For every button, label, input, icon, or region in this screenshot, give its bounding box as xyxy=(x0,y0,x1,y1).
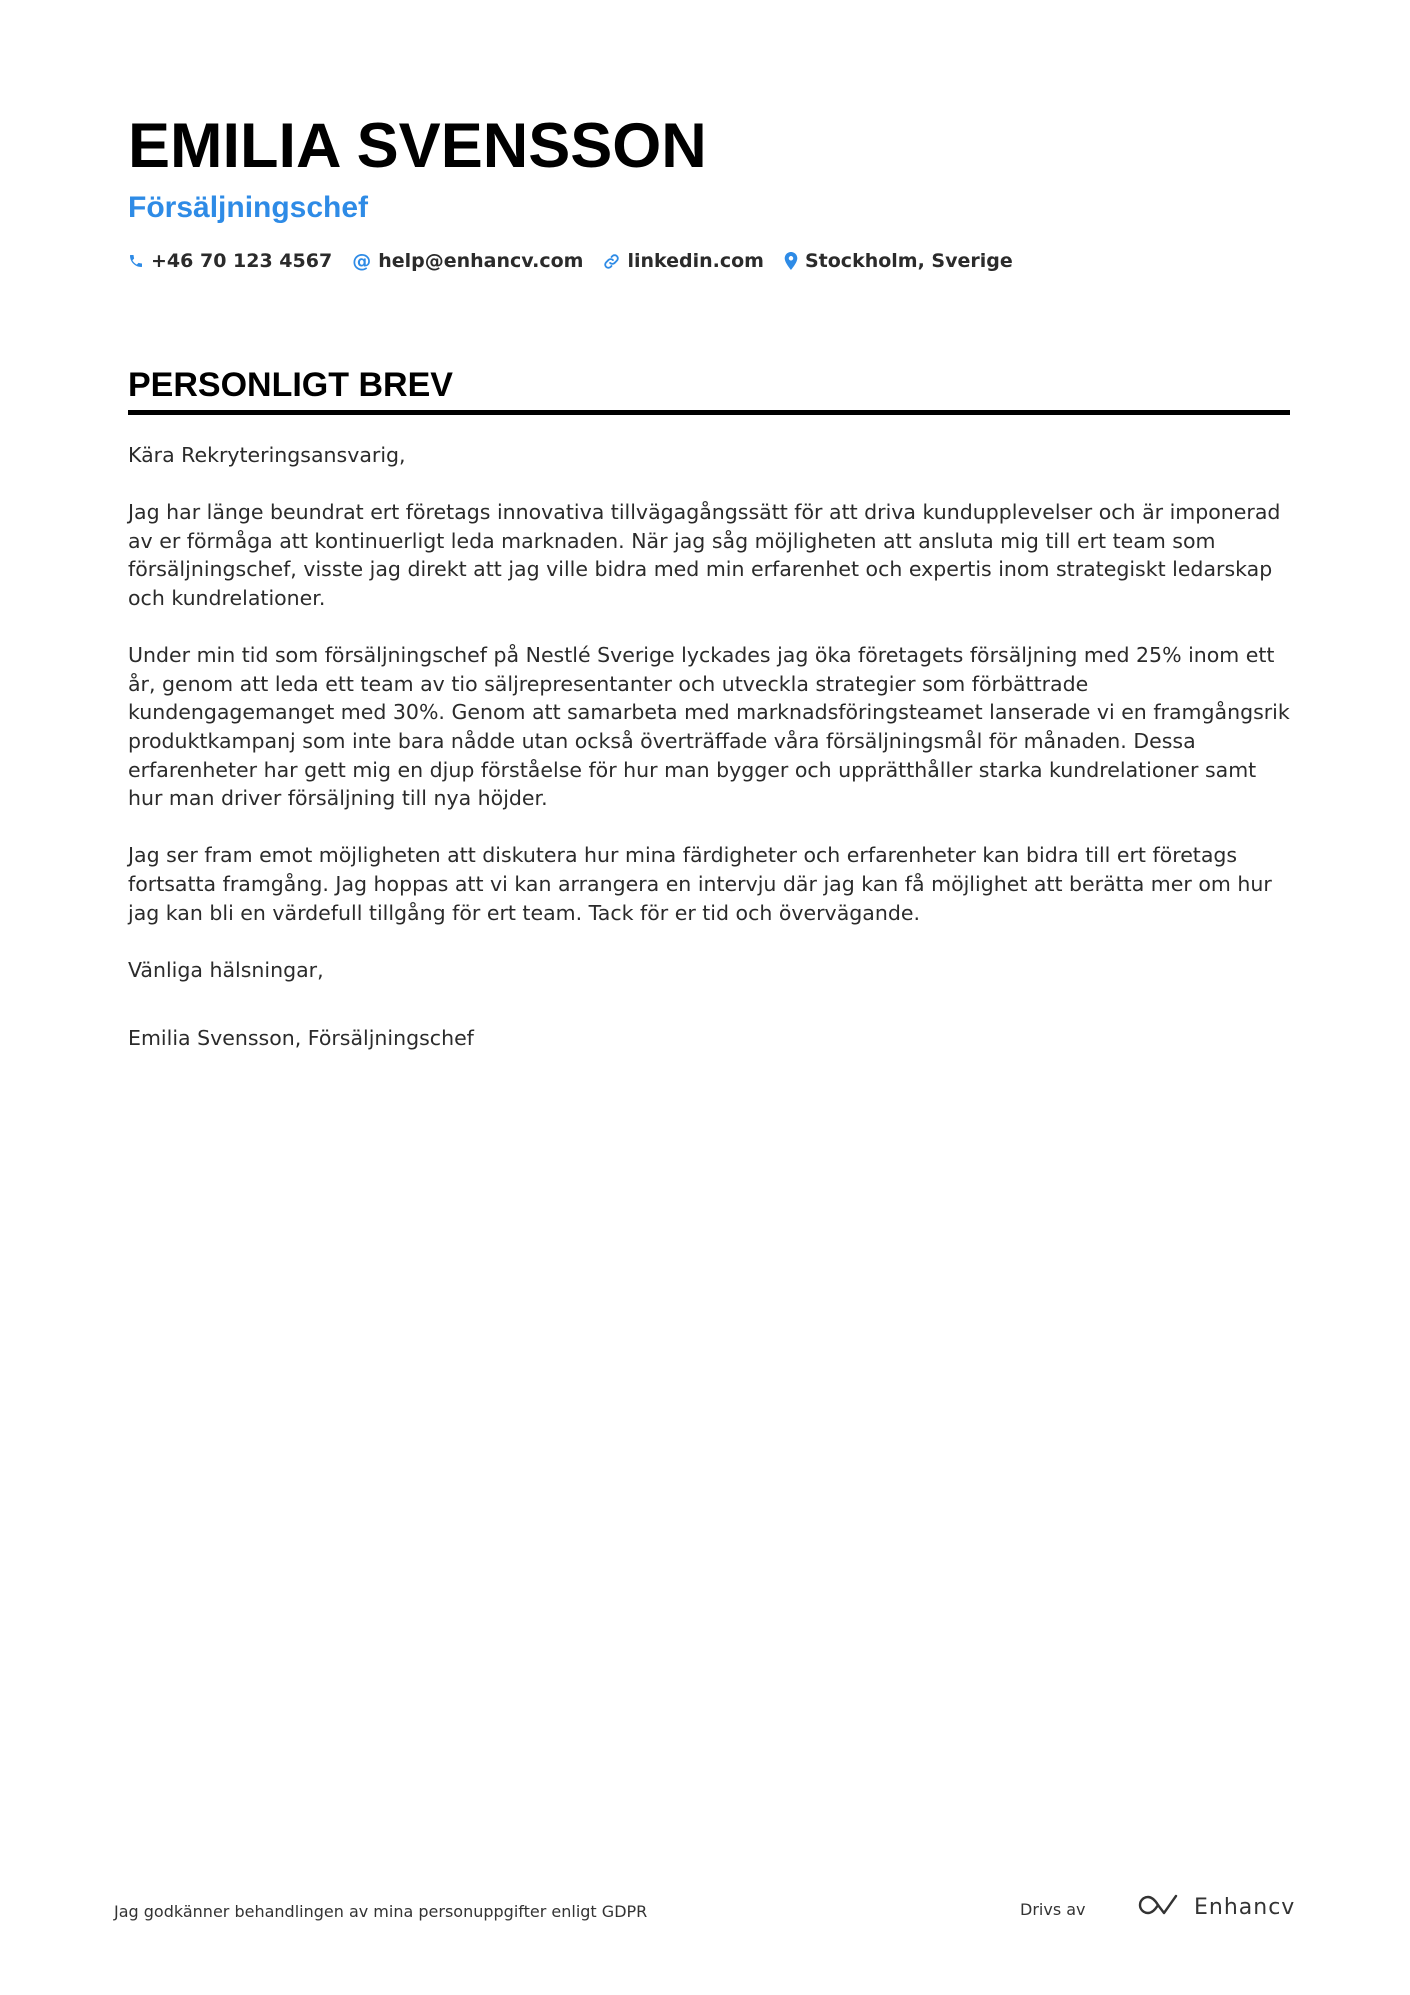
section-divider xyxy=(128,410,1290,415)
contact-email[interactable] xyxy=(352,250,583,272)
job-title: Försäljningschef xyxy=(128,191,369,224)
contact-phone xyxy=(128,250,332,272)
applicant-name: EMILIA SVENSSON xyxy=(128,111,707,181)
section-title: PERSONLIGT BREV xyxy=(128,366,453,404)
letter-paragraph: Jag har länge beundrat ert företags innovativa tillvägagångssätt för att driva kundupplevelser och är imponerad av er förmåga att kontinuerligt leda marknaden. När jag såg möjligheten att ansluta mig till ert team som försäljningschef, visste jag direkt att jag ville bidra med min erfarenhet och expertis inom strategiskt ledarskap och kundrelationer. xyxy=(128,500,1281,610)
letter-closing: Vänliga hälsningar, xyxy=(128,957,324,982)
footer xyxy=(114,1890,1296,1930)
link-icon xyxy=(603,253,620,270)
header xyxy=(128,108,1288,272)
brand-name: Enhancv xyxy=(1194,1895,1296,1920)
powered-by-label: Drivs av xyxy=(1020,1900,1086,1919)
cover-letter-section xyxy=(128,363,1290,1081)
location-pin-icon xyxy=(784,252,798,270)
contact-bar xyxy=(128,250,1288,272)
gdpr-consent: Jag godkänner behandlingen av mina personuppgifter enligt GDPR xyxy=(114,1902,648,1921)
enhancv-logo-icon xyxy=(1138,1892,1184,1923)
phone-icon xyxy=(128,253,144,269)
letter-body xyxy=(128,441,1290,1053)
enhancv-brand[interactable] xyxy=(1138,1892,1295,1923)
phone-number: +46 70 123 4567 xyxy=(151,250,333,272)
letter-greeting: Kära Rekryteringsansvarig, xyxy=(128,443,406,467)
at-icon: @ xyxy=(352,250,372,272)
location-text: Stockholm, Sverige xyxy=(804,250,1013,272)
letter-paragraph: Under min tid som försäljningschef på Nestlé Sverige lyckades jag öka företagets försäljning med 25% inom ett år, genom att leda ett team av tio säljrepresentanter och utveckla strategier som förbättrade kundengagemanget med 30%. Genom att samarbeta med marknadsföringsteamet lanserade vi en framgångsrik produktkampanj som inte bara nådde utan också överträffade våra försäljningsmål för månaden. Dessa erfarenheter har gett mig en djup förståelse för hur man bygger och upprätthåller starka kundrelationer samt hur man driver försäljning till nya höjder. xyxy=(128,643,1290,811)
contact-location xyxy=(784,250,1013,272)
letter-signature: Emilia Svensson, Försäljningschef xyxy=(128,1026,474,1051)
letter-paragraph: Jag ser fram emot möjligheten att diskutera hur mina färdigheter och erfarenheter kan bidra till ert företags fortsatta framgång. Jag hoppas att vi kan arrangera en intervju där jag kan få möjlighet att berätta mer om hur jag kan bli en värdefull tillgång för ert team. Tack för er tid och övervägande. xyxy=(128,843,1272,925)
email-address[interactable]: help@enhancv.com xyxy=(378,250,584,272)
contact-linkedin[interactable] xyxy=(603,250,764,272)
linkedin-url[interactable]: linkedin.com xyxy=(627,250,764,272)
